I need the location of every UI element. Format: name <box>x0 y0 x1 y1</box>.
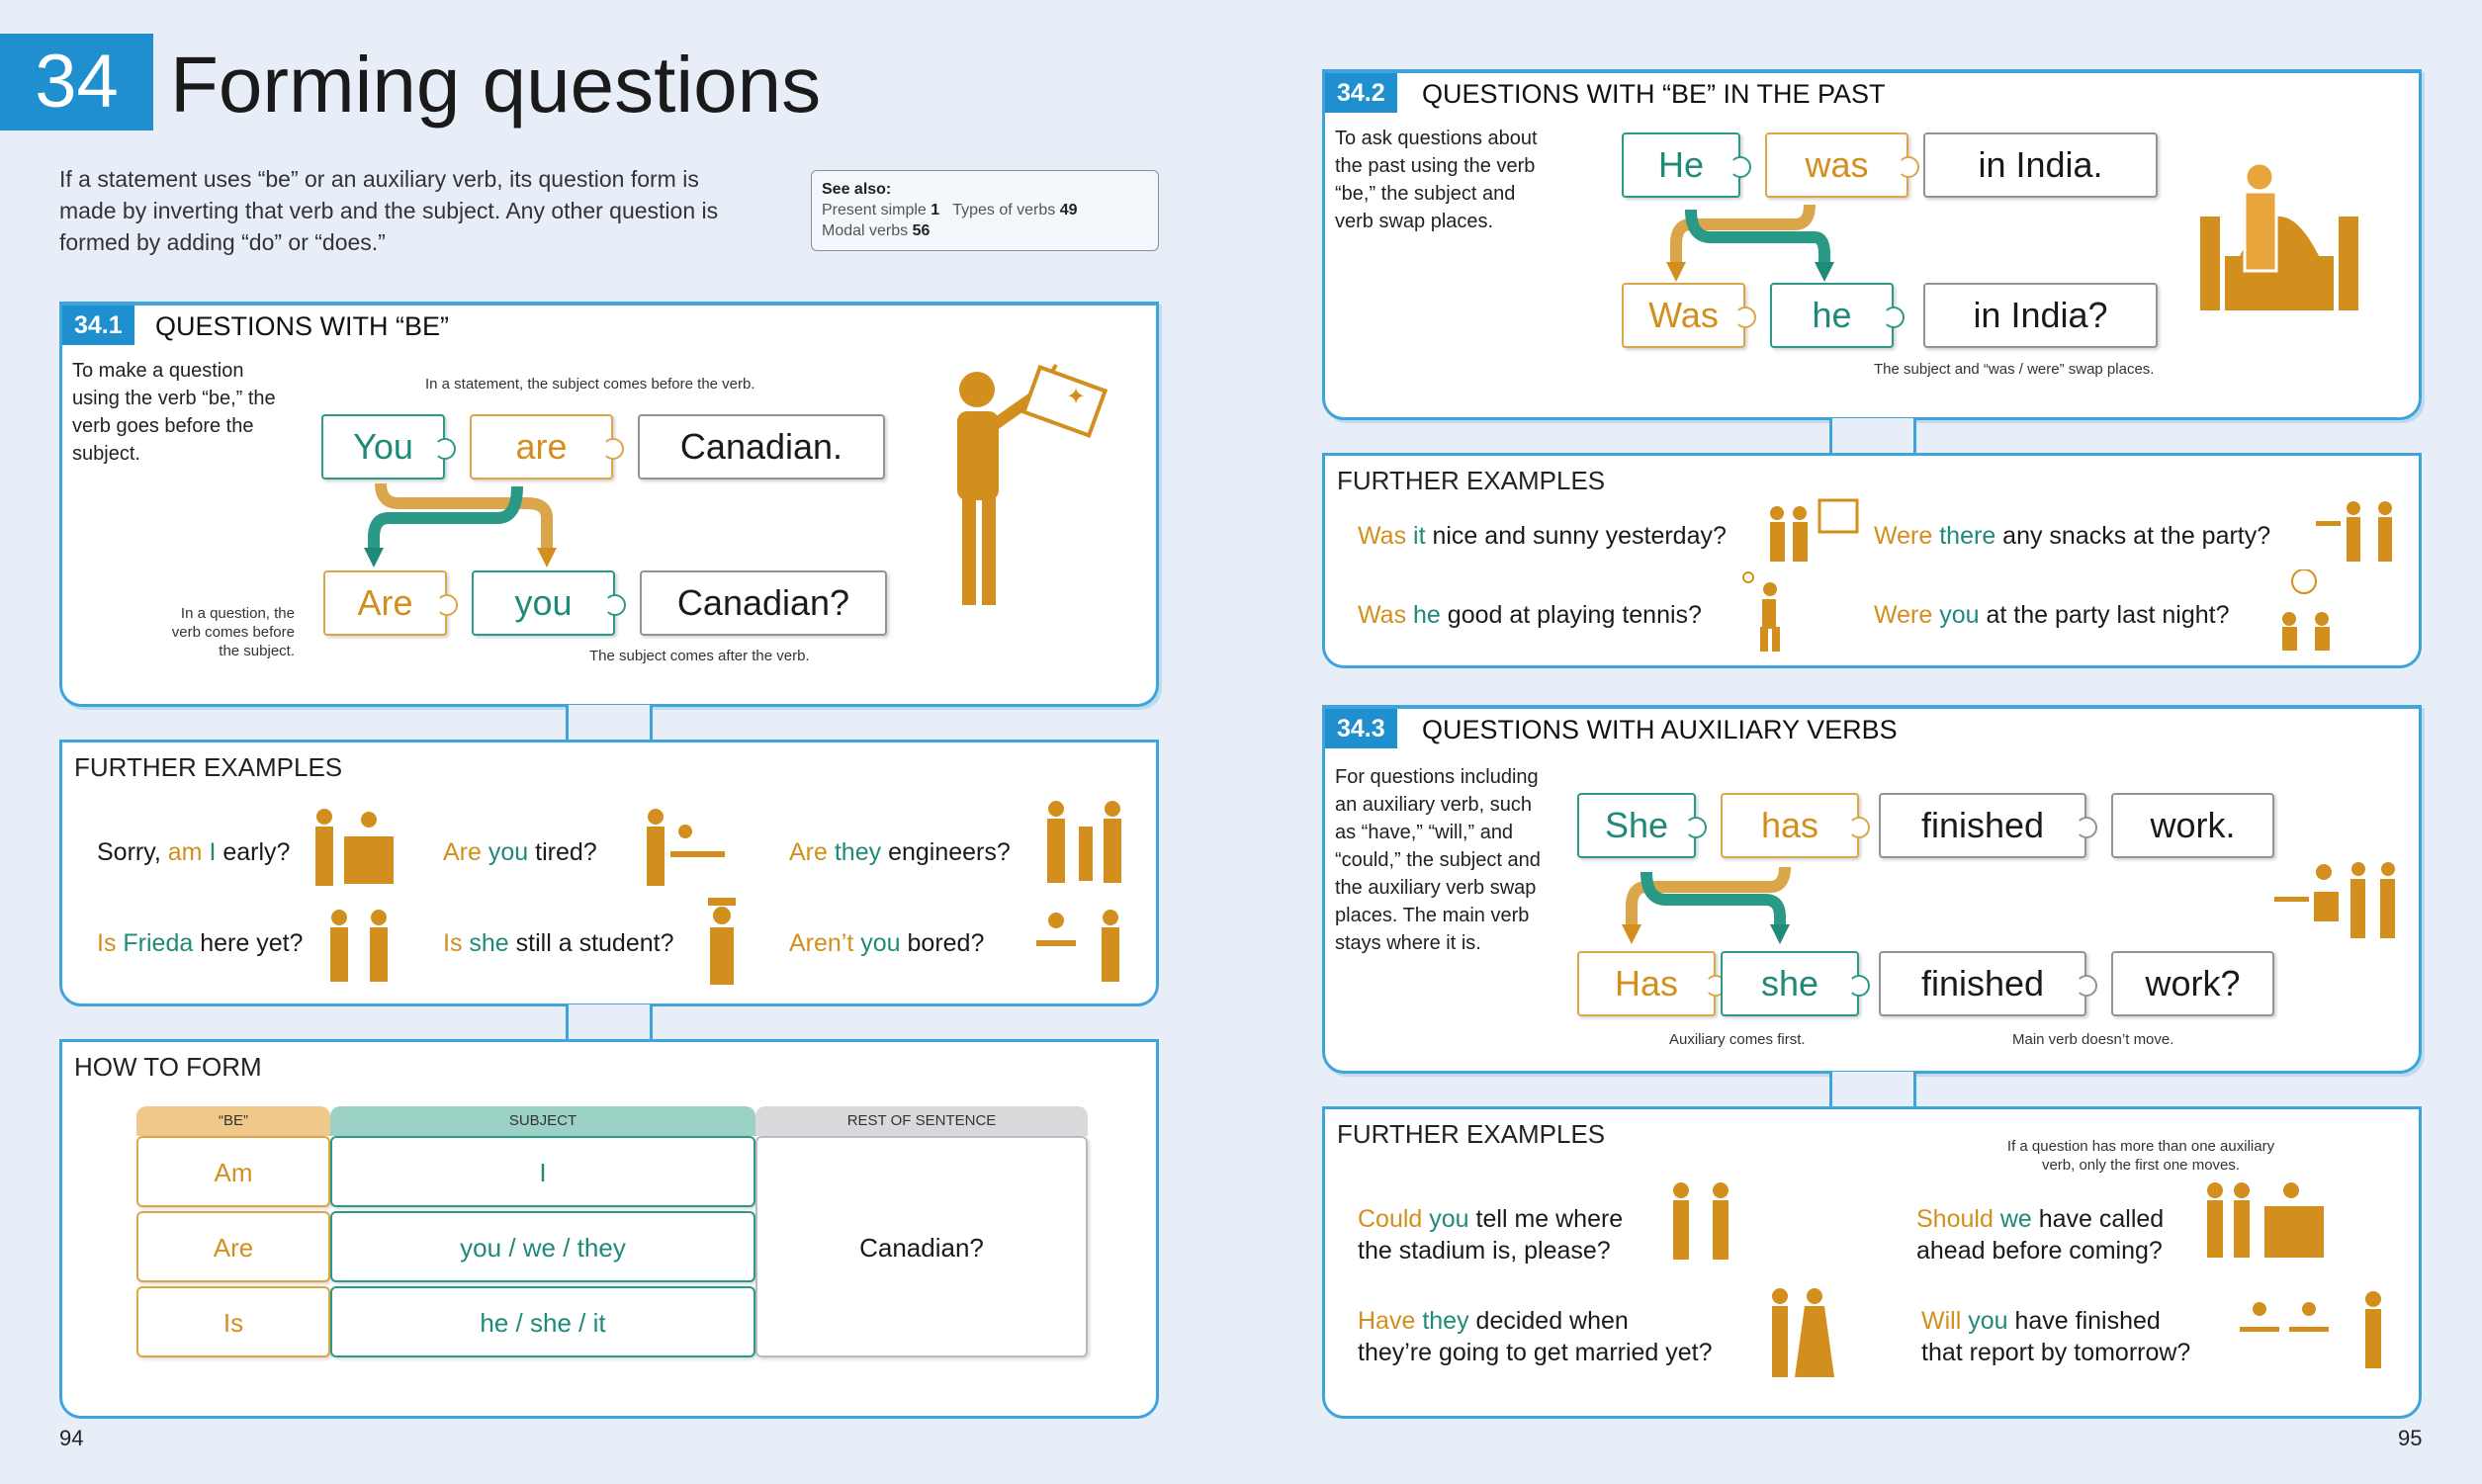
section-body: For questions including an auxiliary verb, such as “have,” “will,” and “could,” the subject and the auxiliary verb swap places. The main verb stays where it is. <box>1335 766 1541 954</box>
example-sentence: Will you have finished that report by tomorrow? <box>1921 1307 2191 1366</box>
word-piece: are <box>470 414 613 480</box>
note-left: In a question, the verb comes before the subject. <box>171 605 295 659</box>
example-sentence: Was he good at playing tennis? <box>1358 601 1702 629</box>
section-title: FURTHER EXAMPLES <box>1337 1119 1606 1149</box>
table-cell-subject: you / we / they <box>330 1211 755 1282</box>
office-people-icon <box>2235 1287 2398 1376</box>
people-icon <box>1031 906 1130 985</box>
swap-arrows-icon <box>1617 862 1834 953</box>
example-sentence: Was it nice and sunny yesterday? <box>1358 522 1727 550</box>
word-piece: you <box>472 570 615 636</box>
word-piece: He <box>1622 132 1740 198</box>
word-piece: in India. <box>1923 132 2158 198</box>
table-cell-subject: I <box>330 1136 755 1207</box>
people-icon <box>1765 495 1864 565</box>
panel-further-examples-1 <box>59 740 1159 1006</box>
word-piece: has <box>1721 793 1859 858</box>
wedding-couple-icon <box>1760 1282 1839 1381</box>
panel-connector <box>566 705 653 741</box>
note-top: In a statement, the subject comes before the verb. <box>425 376 755 393</box>
example-sentence: Are you tired? <box>443 838 597 866</box>
section-tag: 34.3 <box>1325 709 1397 748</box>
note: The subject and “was / were” swap places. <box>1874 361 2155 378</box>
see-also-link[interactable]: Types of verbs <box>952 202 1056 218</box>
people-icon <box>1041 797 1130 891</box>
column-header: REST OF SENTENCE <box>755 1106 1088 1136</box>
word-piece: she <box>1721 951 1859 1016</box>
office-people-icon <box>2269 857 2408 946</box>
page-number-left: 94 <box>59 1426 84 1450</box>
word-piece: Was <box>1622 283 1745 348</box>
see-also-box: See also: Present simple 1 Types of verbs 49 Modal verbs 56 <box>811 170 1159 251</box>
word-piece: Are <box>323 570 447 636</box>
example-sentence: Sorry, am I early? <box>97 838 291 866</box>
word-piece: work. <box>2111 793 2274 858</box>
table-cell-be: Is <box>136 1286 330 1357</box>
note: Main verb doesn’t move. <box>2012 1031 2174 1048</box>
section-body: To ask questions about the past using the verb “be,” the subject and verb swap places. <box>1335 128 1538 232</box>
example-sentence: Were you at the party last night? <box>1874 601 2230 629</box>
word-piece: he <box>1770 283 1894 348</box>
svg-text:✦: ✦ <box>1066 383 1087 410</box>
panel-34-1 <box>59 302 1159 707</box>
panel-connector <box>1829 418 1916 454</box>
word-piece: You <box>321 414 445 480</box>
word-piece: finished <box>1879 951 2086 1016</box>
people-icon <box>2314 493 2403 567</box>
panel-34-2 <box>1322 69 2422 420</box>
word-piece: She <box>1577 793 1696 858</box>
example-sentence: Have they decided when they’re going to get married yet? <box>1358 1307 1713 1366</box>
word-piece: work? <box>2111 951 2274 1016</box>
note: If a question has more than one auxiliary verb, only the first one moves. <box>2006 1138 2275 1174</box>
people-icon <box>2200 1178 2329 1267</box>
section-title: QUESTIONS WITH “BE” IN THE PAST <box>1422 79 1886 109</box>
section-body: To make a question using the verb “be,” the verb goes before the subject. <box>72 360 276 465</box>
table-cell-be: Am <box>136 1136 330 1207</box>
column-header: SUBJECT <box>330 1106 755 1136</box>
panel-connector <box>1829 1072 1916 1107</box>
note: Auxiliary comes first. <box>1669 1031 1806 1048</box>
chapter-number: 34 <box>0 34 153 131</box>
panel-34-3 <box>1322 705 2422 1074</box>
table-cell-subject: he / she / it <box>330 1286 755 1357</box>
word-piece: Has <box>1577 951 1716 1016</box>
people-icon <box>1661 1178 1750 1267</box>
example-sentence: Are they engineers? <box>789 838 1011 866</box>
example-sentence: Is she still a student? <box>443 929 674 957</box>
people-icon <box>324 906 403 985</box>
see-also-link[interactable]: Modal verbs <box>822 222 909 239</box>
person-at-taj-mahal-icon <box>2190 157 2378 315</box>
people-icon <box>310 802 399 891</box>
column-header: “BE” <box>136 1106 330 1136</box>
panel-further-examples-3 <box>1322 1106 2422 1419</box>
swap-arrows-icon <box>359 479 596 572</box>
note-bottom: The subject comes after the verb. <box>589 648 810 664</box>
section-title: QUESTIONS WITH AUXILIARY VERBS <box>1422 715 1898 744</box>
word-piece: in India? <box>1923 283 2158 348</box>
section-title: FURTHER EXAMPLES <box>1337 466 1606 495</box>
table-cell-rest: Canadian? <box>755 1136 1088 1357</box>
word-piece: was <box>1765 132 1908 198</box>
example-sentence: Should we have called ahead before coming? <box>1916 1205 2165 1265</box>
word-piece: finished <box>1879 793 2086 858</box>
example-sentence: Aren’t you bored? <box>789 929 985 957</box>
see-also-link[interactable]: Present simple <box>822 202 927 218</box>
word-piece: Canadian? <box>640 570 887 636</box>
people-icon <box>641 802 730 891</box>
graduate-icon <box>700 896 745 990</box>
panel-further-examples-2 <box>1322 453 2422 668</box>
swap-arrows-icon <box>1661 200 1879 289</box>
person-with-flag-icon <box>932 360 1120 617</box>
chapter-title: Forming questions <box>170 41 822 129</box>
panel-how-to-form <box>59 1039 1159 1419</box>
intro-text: If a statement uses “be” or an auxiliary verb, its question form is made by inverting that verb and the subject. Any other question is formed by adding “do” or “does.” <box>59 166 719 255</box>
example-sentence: Could you tell me where the stadium is, please? <box>1358 1205 1624 1265</box>
section-title: HOW TO FORM <box>74 1052 262 1082</box>
table-cell-be: Are <box>136 1211 330 1282</box>
tennis-player-icon <box>1740 569 1795 654</box>
page-number-right: 95 <box>2398 1426 2423 1450</box>
section-title: QUESTIONS WITH “BE” <box>155 311 449 341</box>
section-title: FURTHER EXAMPLES <box>74 752 343 782</box>
section-tag: 34.2 <box>1325 73 1397 113</box>
word-piece: Canadian. <box>638 414 885 480</box>
panel-connector <box>566 1004 653 1040</box>
section-tag: 34.1 <box>62 306 134 345</box>
example-sentence: Were there any snacks at the party? <box>1874 522 2271 550</box>
see-also-label: See also: <box>822 181 892 198</box>
people-icon <box>2274 569 2344 654</box>
example-sentence: Is Frieda here yet? <box>97 929 304 957</box>
